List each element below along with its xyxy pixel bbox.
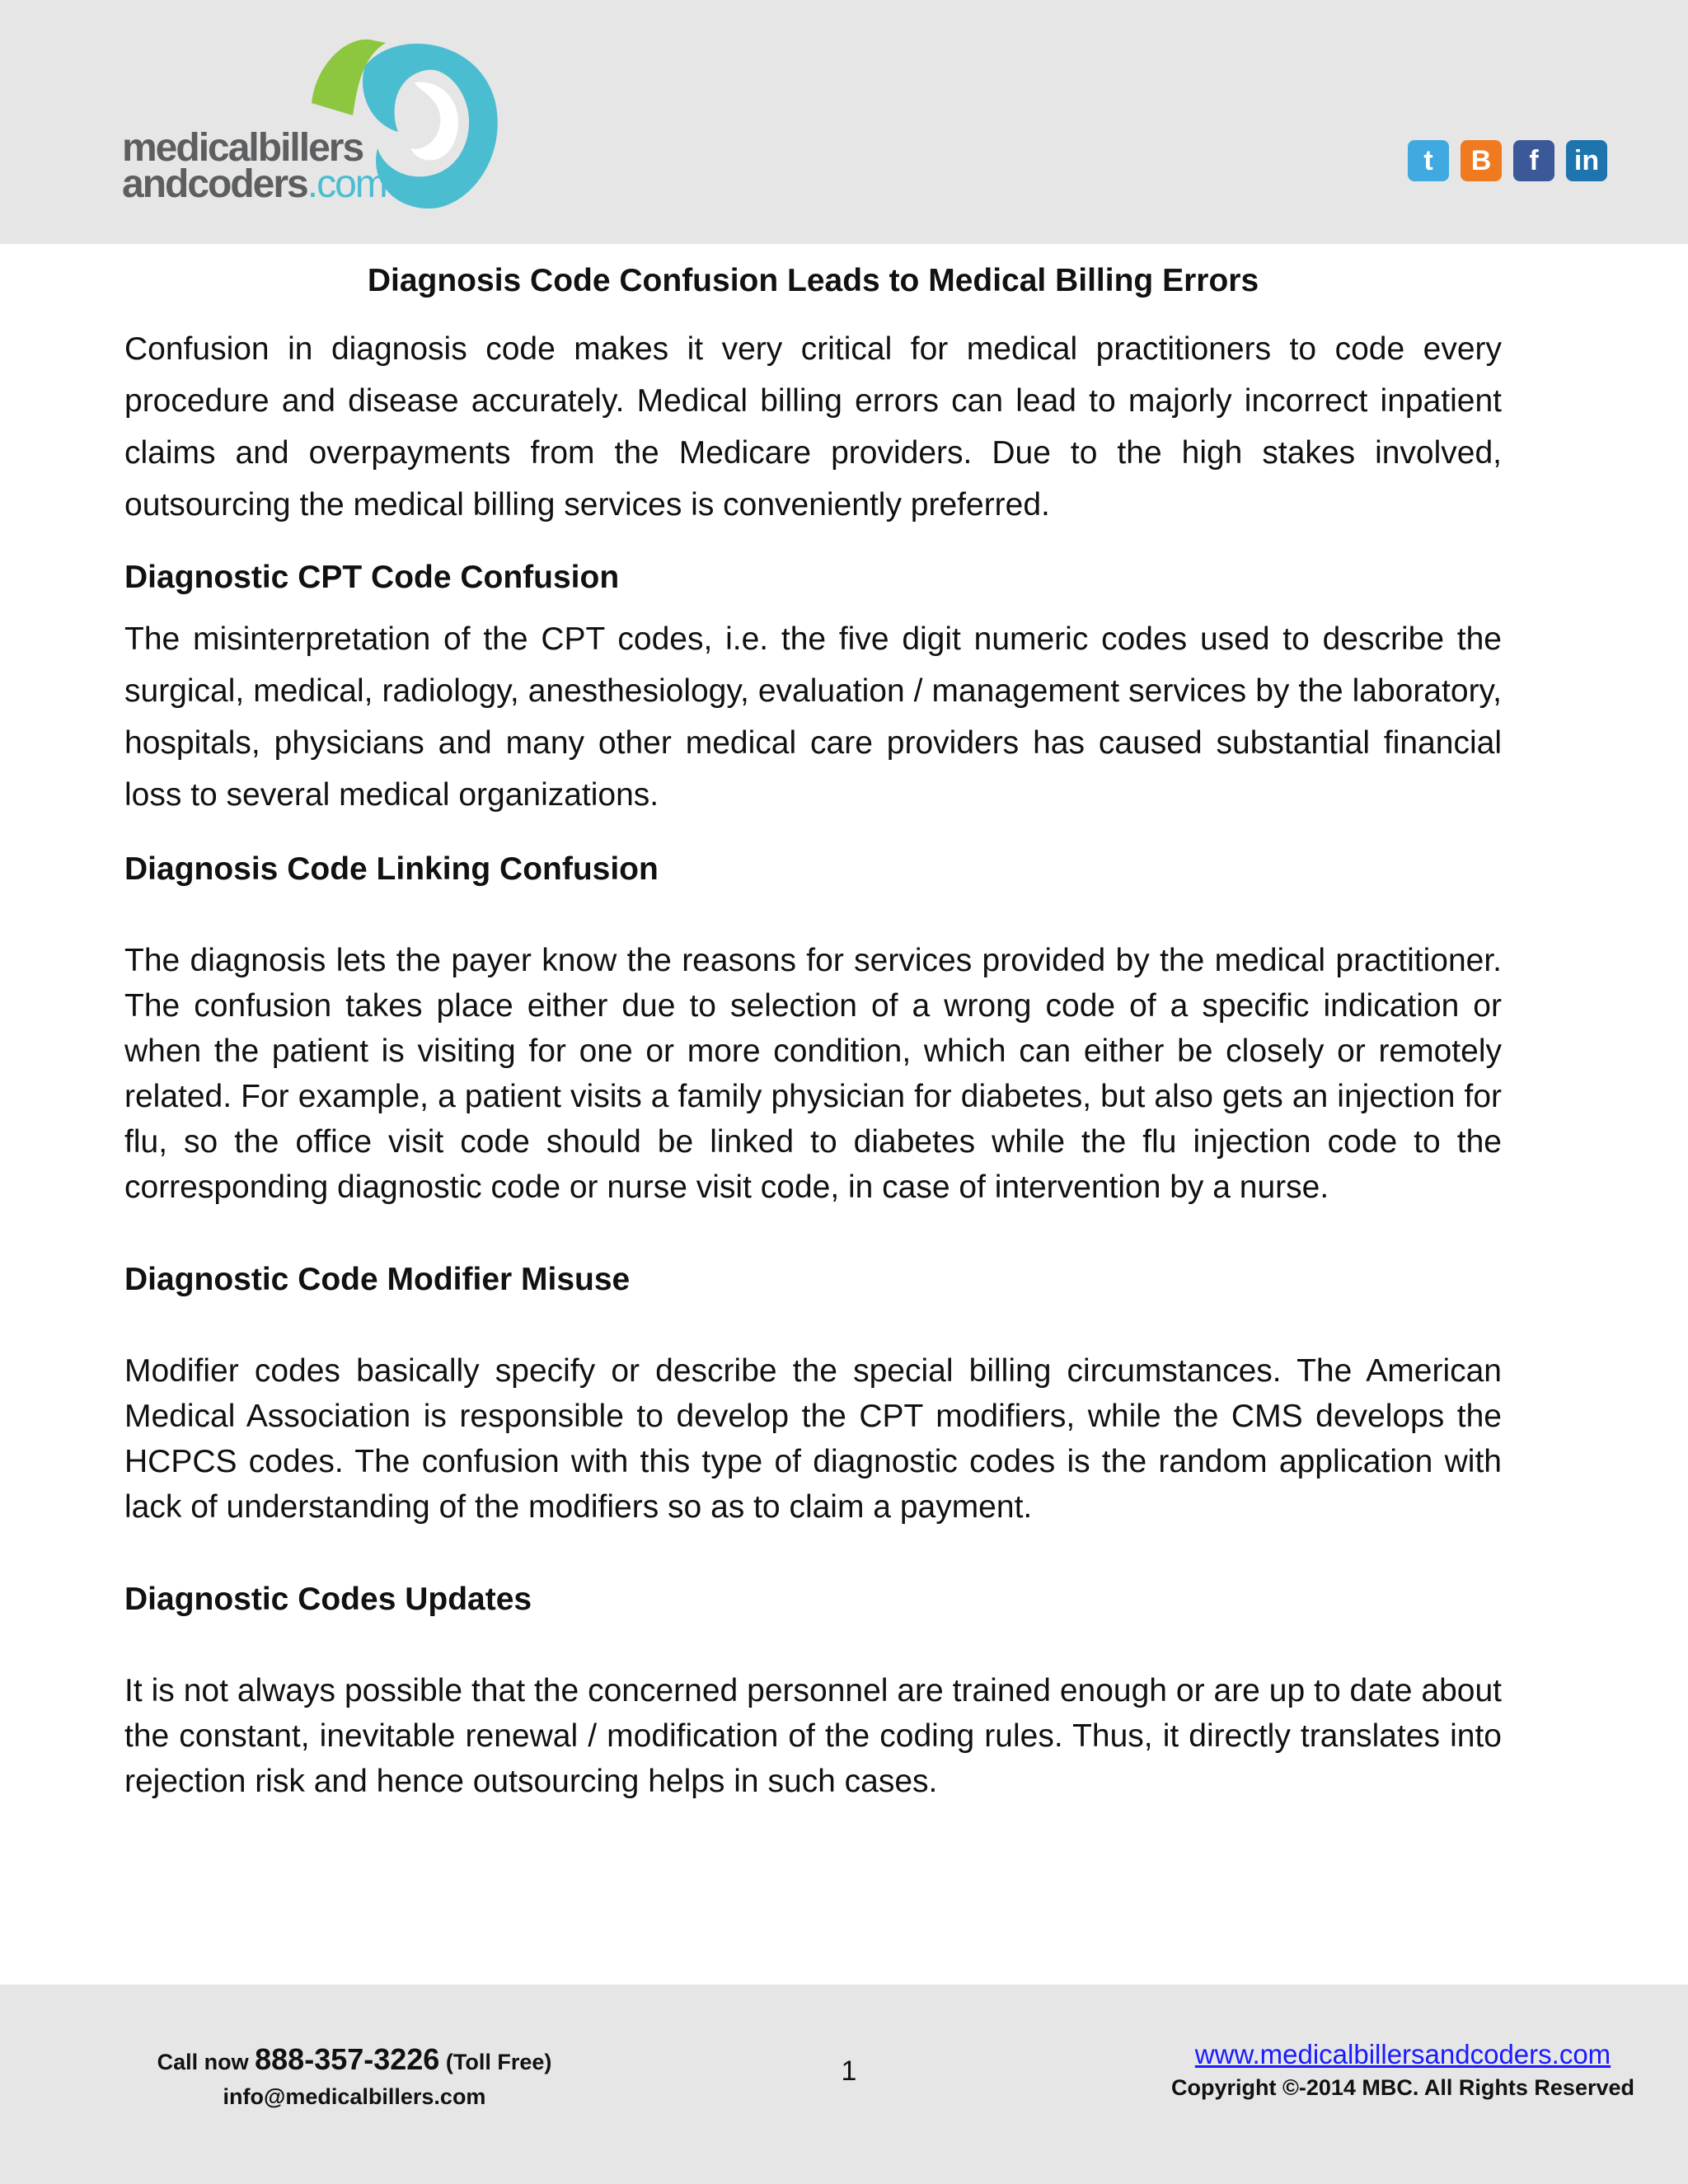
logo-domain: .com	[307, 162, 387, 206]
facebook-icon[interactable]: f	[1513, 140, 1554, 181]
twitter-icon[interactable]: t	[1408, 140, 1449, 181]
page-footer	[0, 1985, 1688, 2184]
logo-name: medicalbillers	[122, 126, 363, 170]
social-links	[1408, 140, 1607, 181]
section-paragraph: Modifier codes basically specify or describe the special billing circumstances. The American Medical Association is responsible to develop the CPT modifiers, while the CMS develops the HCPCS codes. The confusion with this type of diagnostic codes is the random application with lack of understanding of the modifiers so as to claim a payment.	[124, 1353, 1502, 1525]
phone-number[interactable]: 888-357-3226	[255, 2042, 440, 2076]
company-logo[interactable]	[122, 33, 509, 218]
toll-free-label: (Toll Free)	[445, 2050, 552, 2074]
logo-name-line2: andcoders	[122, 162, 307, 206]
article-body	[124, 255, 1502, 1804]
blogger-icon[interactable]: B	[1461, 140, 1502, 181]
section-paragraph: It is not always possible that the concerned personnel are trained enough or are up to date about the constant, inevitable renewal / modification of the coding rules. Thus, it directly translates into rejection risk and hence outsourcing helps in such cases.	[124, 1673, 1502, 1799]
page-header	[0, 0, 1688, 244]
article-title: Diagnosis Code Confusion Leads to Medical Billing Errors	[367, 263, 1259, 298]
logo-wordmark	[122, 126, 387, 206]
contact-info	[124, 2042, 585, 2114]
page-number: 1	[841, 2055, 857, 2087]
section-paragraph: The diagnosis lets the payer know the reasons for services provided by the medical practitioner. The confusion takes place either due to selection of a wrong code of a specific indication or when the patient is visiting for one or more condition, which can either be closely or remotely related. For example, a patient visits a family physician for diabetes, but also gets an injection for flu, so the office visit code should be linked to diabetes while the flu injection code to the corresponding diagnostic code or nurse visit code, in case of intervention by a nurse.	[124, 943, 1502, 1205]
site-info	[1171, 2037, 1634, 2103]
website-link[interactable]: www.medicalbillersandcoders.com	[1194, 2039, 1611, 2069]
section-heading: Diagnostic CPT Code Confusion	[124, 560, 620, 595]
section-heading: Diagnostic Codes Updates	[124, 1582, 532, 1617]
email-address[interactable]: info@medicalbillers.com	[223, 2084, 486, 2109]
section-heading: Diagnostic Code Modifier Misuse	[124, 1262, 631, 1297]
copyright-text: Copyright ©-2014 MBC. All Rights Reserved	[1170, 2075, 1634, 2100]
intro-paragraph: Confusion in diagnosis code makes it very critical for medical practitioners to code every procedure and disease accurately. Medical billing errors can lead to majorly incorrect inpatient claims and overpayments from the Medicare providers. Due to the high stakes involved, outsourcing the medical billing services is conveniently preferred.	[124, 331, 1502, 523]
call-prefix: Call now	[157, 2050, 249, 2074]
section-heading: Diagnosis Code Linking Confusion	[124, 851, 659, 887]
section-paragraph: The misinterpretation of the CPT codes, i.e. the five digit numeric codes used to describe the surgical, medical, radiology, anesthesiology, evaluation / management services by the laboratory, hospitals, physicians and many other medical care providers has caused substantial financial loss to several medical organizations.	[124, 621, 1502, 813]
linkedin-icon[interactable]: in	[1566, 140, 1607, 181]
